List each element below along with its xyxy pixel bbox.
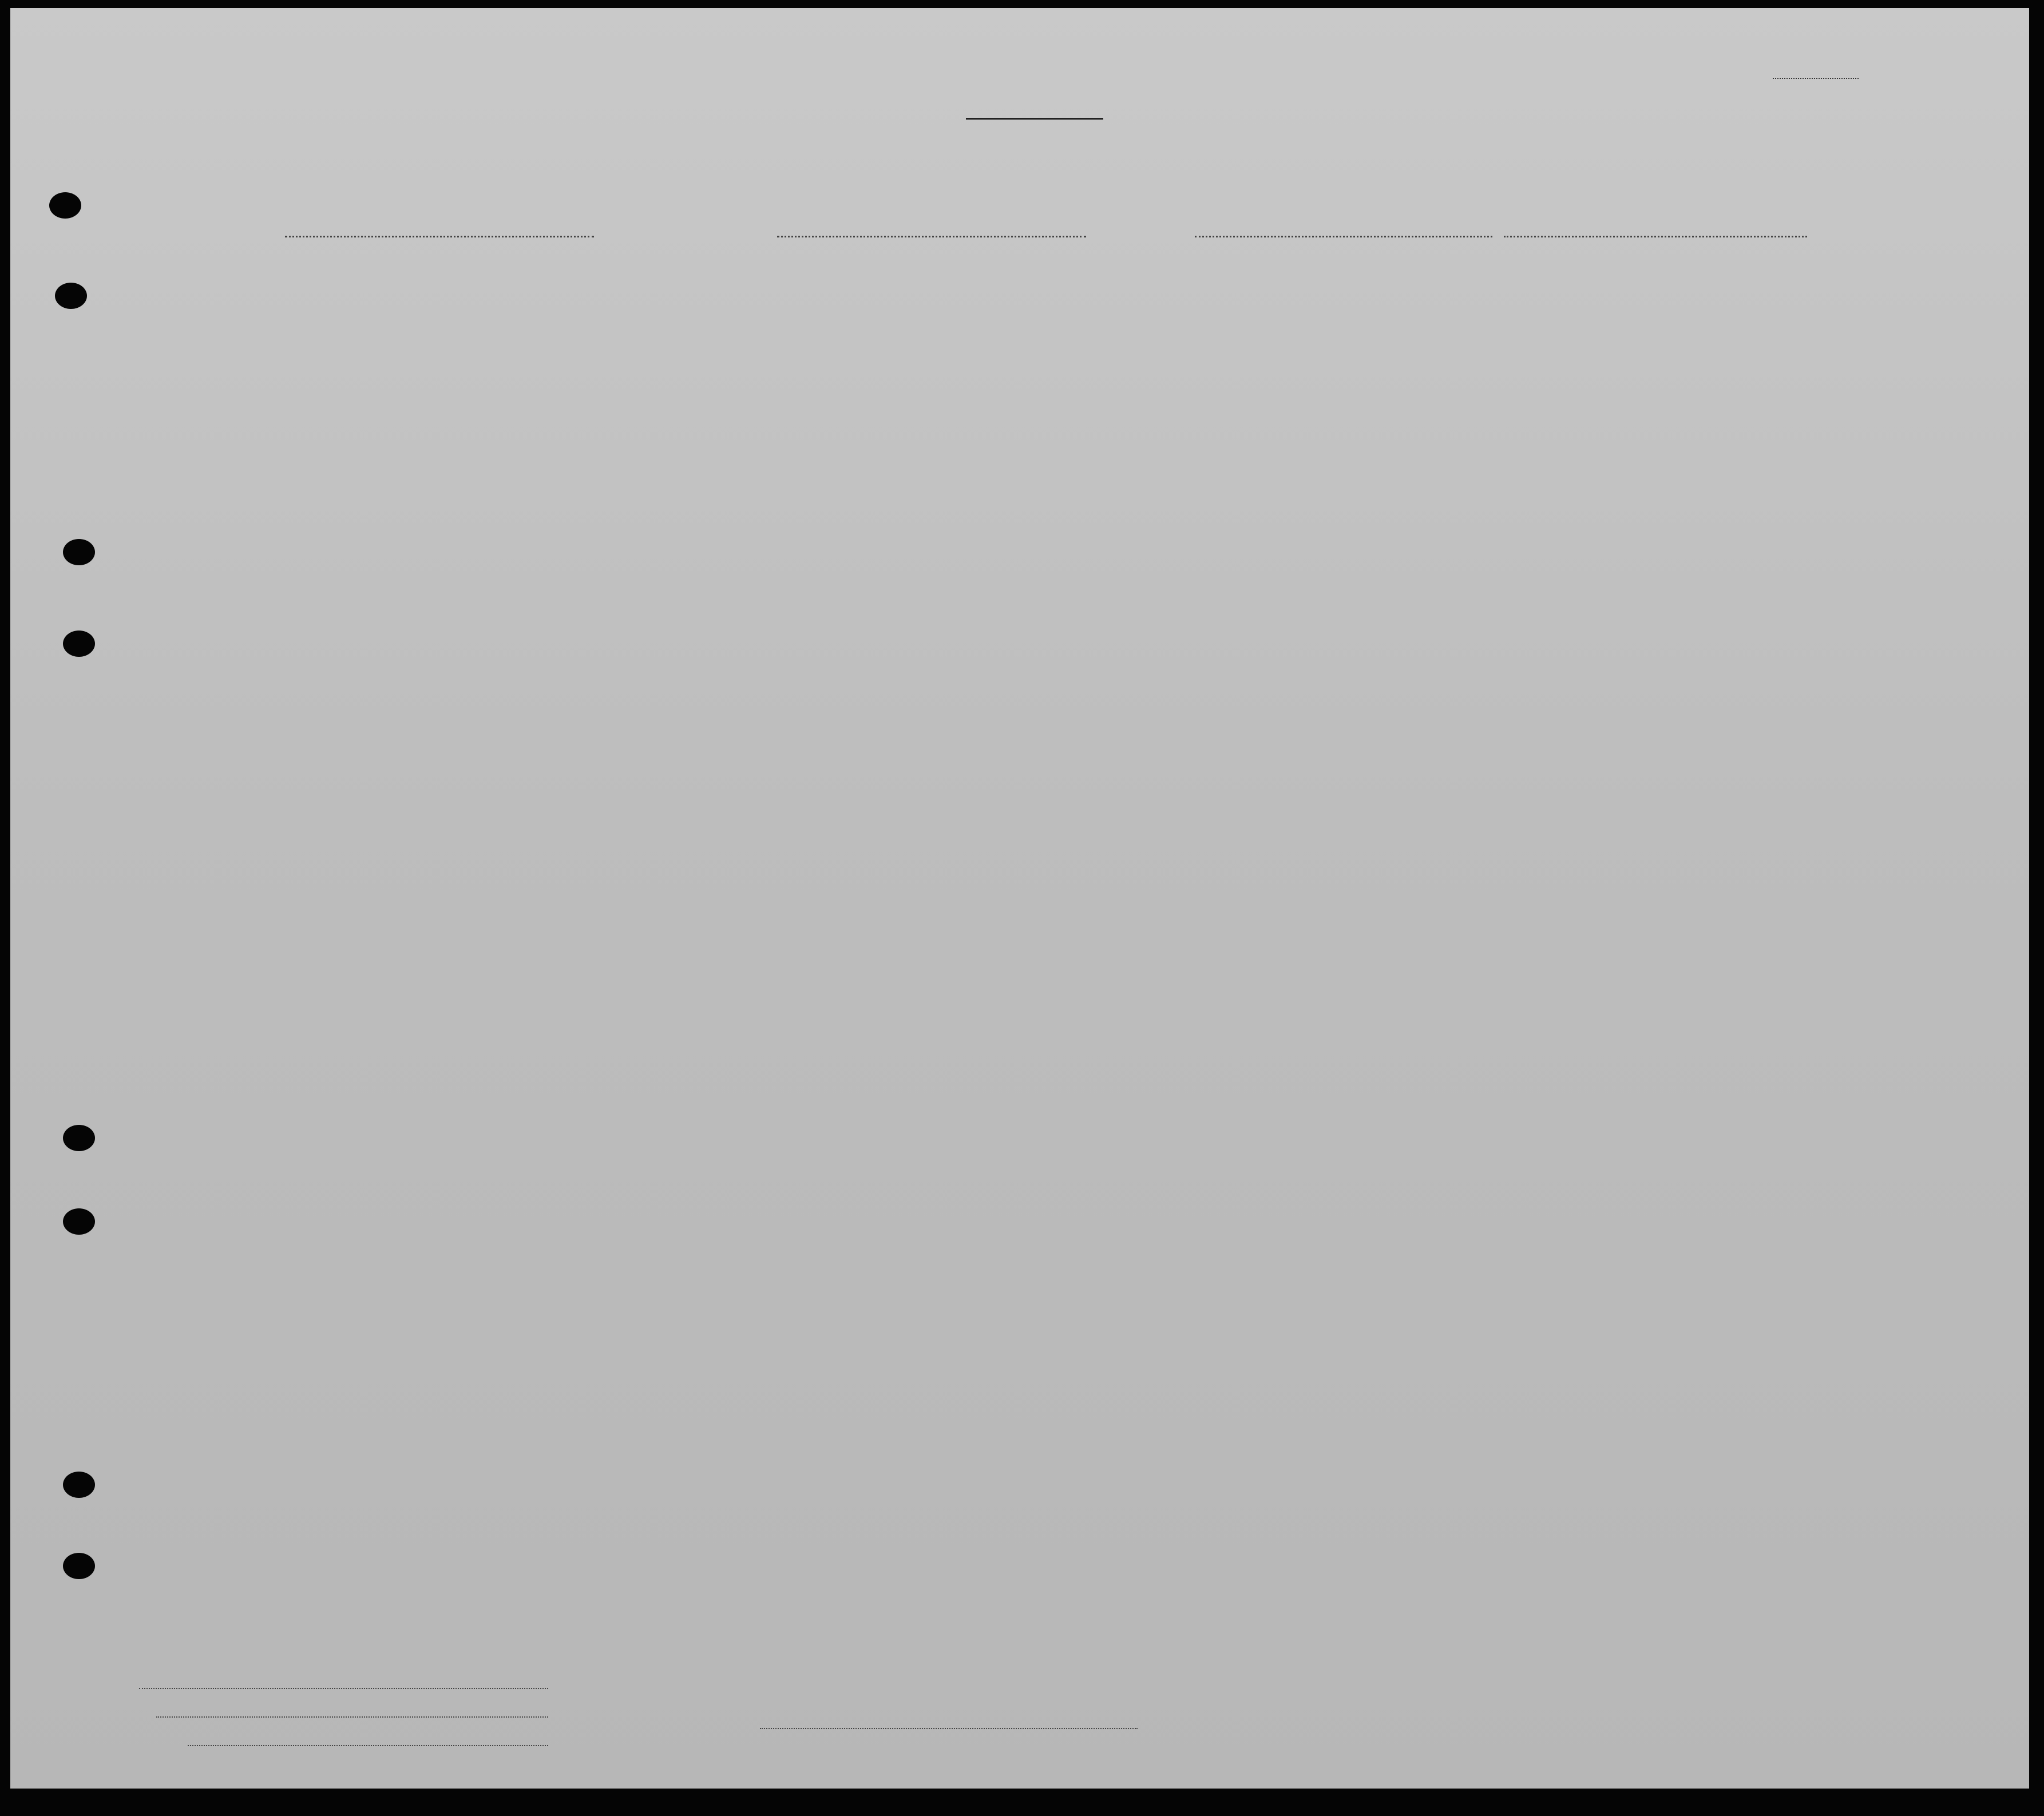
inspector-signature-blank[interactable] [760,1728,1138,1729]
punch-hole [49,192,81,219]
punch-hole [63,1472,95,1498]
punch-hole [63,539,95,565]
manifest-table-grid [10,8,2029,1789]
owners-blank[interactable] [156,1716,548,1718]
local-agents-blank[interactable] [188,1745,548,1746]
manifest-sheet [10,8,2029,1789]
punch-hole [63,1553,95,1579]
punch-hole [63,631,95,657]
punch-hole [55,283,87,309]
punch-hole [63,1125,95,1151]
punch-hole [63,1208,95,1235]
line-blank[interactable] [139,1688,548,1689]
